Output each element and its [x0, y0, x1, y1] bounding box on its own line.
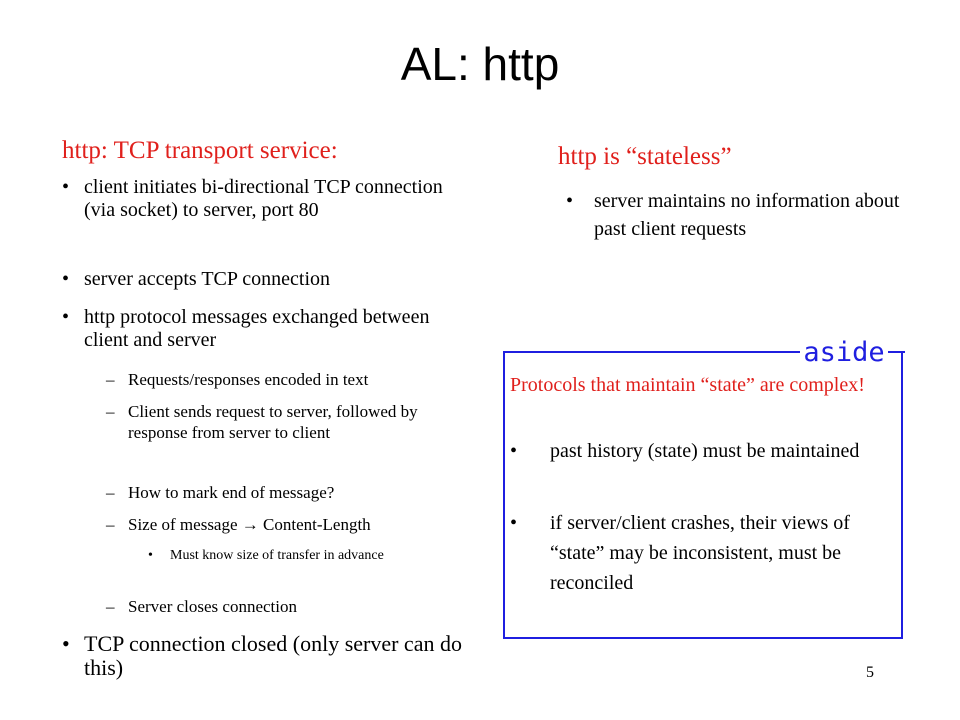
page-number: 5: [866, 664, 874, 681]
aside-top-border: [888, 351, 905, 353]
bullet-icon: •: [148, 548, 153, 563]
bullet-icon: •: [62, 176, 70, 198]
left-heading: http: TCP transport service:: [62, 137, 338, 164]
bullet-icon: •: [62, 306, 70, 328]
bullet-icon: •: [510, 512, 518, 534]
bullet-icon: •: [62, 631, 70, 656]
bullet-icon: •: [62, 268, 70, 290]
slide-title: AL: http: [400, 38, 560, 90]
aside-top-border: [503, 351, 800, 353]
bullet-icon: •: [566, 190, 574, 212]
aside-label: aside: [803, 337, 885, 368]
bullet-icon: •: [510, 440, 518, 462]
aside-intro: Protocols that maintain “state” are complex!: [510, 374, 865, 396]
right-heading: http is “stateless”: [558, 143, 732, 170]
